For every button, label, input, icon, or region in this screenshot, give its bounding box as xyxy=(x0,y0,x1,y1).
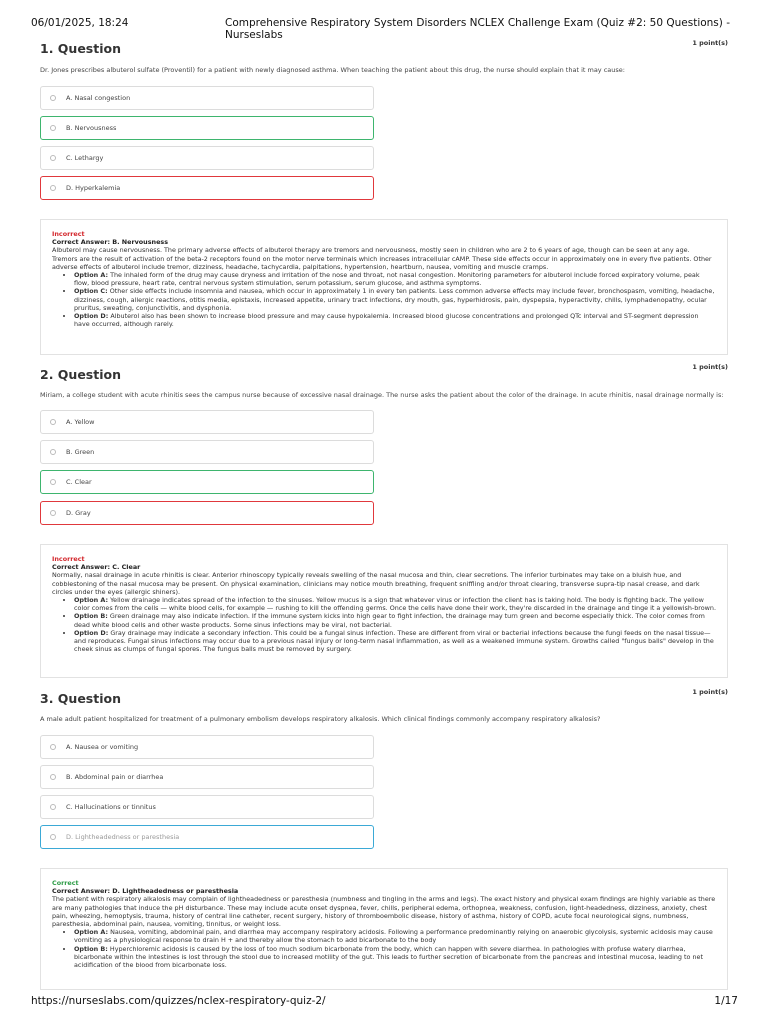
answer-option-label: A. Yellow xyxy=(66,418,95,426)
answer-option-label: A. Nausea or vomiting xyxy=(66,743,139,751)
answer-option-correct[interactable] xyxy=(40,116,374,140)
correct-answer: Correct Answer: C. Clear xyxy=(52,563,141,572)
option-rationale: • Option D: Albuterol also has been shown to increase blood pressure and may cause hypokalemia. Increased blood glucose concentrations and prolonged QTc interval and ST-segment depression have occurred, although rarely. xyxy=(74,312,716,328)
radio-icon[interactable] xyxy=(50,804,56,810)
answer-option[interactable] xyxy=(40,410,374,434)
question-points: 1 point(s) xyxy=(692,688,728,696)
option-rationale: • Option D: Gray drainage may indicate a secondary infection. This could be a fungal sinus infection. These are different from viral or bacterial infections because the fungi feeds on the nasal tissue—and reproduces. Fungal sinus infections may occur due to a previous nasal injury or long-term nasal inflammation, as well as a weakened immune system. Growths called "fungus balls" develop in the cheek sinus as clumps of fungal spores. The fungus balls must be removed by surgery. xyxy=(74,629,716,654)
print-header xyxy=(31,17,738,41)
page-url[interactable]: https://nurseslabs.com/quizzes/nclex-respiratory-quiz-2/ xyxy=(31,995,326,1007)
answer-option-label: D. Hyperkalemia xyxy=(66,184,121,192)
feedback-status: Incorrect xyxy=(52,555,85,563)
radio-icon[interactable] xyxy=(50,774,56,780)
document-title: Comprehensive Respiratory System Disorders NCLEX Challenge Exam (Quiz #2: 50 Questions) - Nurseslabs xyxy=(225,17,731,41)
print-date: 06/01/2025, 18:24 xyxy=(31,17,129,29)
question-text: A male adult patient hospitalized for treatment of a pulmonary embolism develops respiratory alkalosis. Which clinical findings commonly accompany respiratory alkalosis? xyxy=(40,715,601,723)
answer-option-label: D. Gray xyxy=(66,509,91,517)
option-rationale: • Option C: Other side effects include insomnia and nausea, which occur in approximately 1 in every ten patients. Less common adverse effects may include fever, bronchospasm, vomiting, headache, dizziness, cough, allergic reactions, otitis media, epistaxis, increased appetite, urinary tract infections, dry mouth, gas, hyperhidrosis, pain, dyspepsia, hyperactivity, chills, lymphadenopathy, ocular pruritus, sweating, conjunctivitis, and dysphonia. xyxy=(74,287,716,312)
correct-answer: Correct Answer: D. Lightheadedness or paresthesia xyxy=(52,887,239,896)
answer-option-correct[interactable] xyxy=(40,470,374,494)
answer-option-wrong[interactable] xyxy=(40,176,374,200)
question-title: 1. Question xyxy=(40,41,121,56)
radio-icon[interactable] xyxy=(50,155,56,161)
radio-icon[interactable] xyxy=(50,95,56,101)
radio-icon[interactable] xyxy=(50,834,56,840)
feedback-explanation: Albuterol may cause nervousness. The primary adverse effects of albuterol therapy are tremors and nervousness, mostly seen in children who are 2 to 6 years of age, though can be seen at any age. Tremors are the result of activation of the beta-2 receptors found on the motor nerve terminals which increases intracellular cAMP. These side effects occur in approximately one in every five patients. Other adverse effects of albuterol include tremor, dizziness, headache, tachycardia, palpitations, hypertension, heartburn, nausea, vomiting and muscle cramps. xyxy=(52,246,712,271)
answer-option[interactable] xyxy=(40,735,374,759)
answer-option-label: B. Abdominal pain or diarrhea xyxy=(66,773,164,781)
radio-icon[interactable] xyxy=(50,185,56,191)
answer-option-selected[interactable] xyxy=(40,825,374,849)
question-text: Miriam, a college student with acute rhinitis sees the campus nurse because of excessive nasal drainage. The nurse asks the patient about the color of the drainage. In acute rhinitis, nasal drainage normally is: xyxy=(40,391,724,399)
answer-option[interactable] xyxy=(40,795,374,819)
question-title: 3. Question xyxy=(40,691,121,706)
radio-icon[interactable] xyxy=(50,419,56,425)
answer-option[interactable] xyxy=(40,146,374,170)
answer-feedback xyxy=(40,544,728,678)
answer-option-wrong[interactable] xyxy=(40,501,374,525)
answer-option-label: C. Lethargy xyxy=(66,154,104,162)
question-text: Dr. Jones prescribes albuterol sulfate (Proventil) for a patient with newly diagnosed asthma. When teaching the patient about this drug, the nurse should explain that it may cause: xyxy=(40,66,625,74)
option-rationale-list xyxy=(74,596,716,653)
answer-option[interactable] xyxy=(40,440,374,464)
answer-option[interactable] xyxy=(40,86,374,110)
option-rationale: • Option B: Hyperchloremic acidosis is caused by the loss of too much sodium bicarbonate from the body, which can happen with severe diarrhea. In pathologies with profuse watery diarrhea, bicarbonate within the intestines is lost through the stool due to increased motility of the gut. This leads to further secretion of bicarbonate from the pancreas and intestinal mucosa, leading to net acidification of the blood from bicarbonate loss. xyxy=(74,945,716,970)
option-rationale: • Option A: Nausea, vomiting, abdominal pain, and diarrhea may accompany respiratory acidosis. Following a performance predominantly relying on anaerobic glycolysis, systemic acidosis may cause vomiting as a physiological response to drain H + and thereby allow the stomach to add bicarbonate to the body xyxy=(74,928,716,944)
question-points: 1 point(s) xyxy=(692,363,728,371)
answer-option[interactable] xyxy=(40,765,374,789)
correct-answer: Correct Answer: B. Nervousness xyxy=(52,238,169,247)
print-footer xyxy=(31,995,738,1009)
feedback-explanation: The patient with respiratory alkalosis may complain of lightheadedness or paresthesia (numbness and tingling in the arms and legs). The exact history and physical exam findings are highly variable as there are many pathologies that induce the pH disturbance. These may include acute onset dyspnea, fever, chills, peripheral edema, orthopnea, weakness, confusion, light-headedness, dizziness, anxiety, chest pain, wheezing, hemoptysis, trauma, history of central line catheter, recent surgery, history of thromboembolic disease, history of asthma, history of COPD, acute focal neurological signs, numbness, paresthesia, abdominal pain, nausea, vomiting, tinnitus, or weight loss. xyxy=(52,895,716,929)
question-title: 2. Question xyxy=(40,367,121,382)
radio-icon[interactable] xyxy=(50,479,56,485)
option-rationale: • Option A: The inhaled form of the drug may cause dryness and irritation of the nose and throat, not nasal congestion. Monitoring parameters for albuterol include forced expiratory volume, peak flow, blood pressure, heart rate, central nervous system stimulation, serum potassium, serum glucose, and asthma symptoms. xyxy=(74,271,716,287)
option-rationale-list xyxy=(74,271,716,328)
option-rationale: • Option A: Yellow drainage indicates spread of the infection to the sinuses. Yellow mucus is a sign that whatever virus or infection the client has is taking hold. The body is fighting back. The yellow color comes from the cells — white blood cells, for example — rushing to kill the offending germs. Once the cells have done their work, they're discarded in the drainage and tinge it a yellowish-brown. xyxy=(74,596,716,612)
feedback-status: Incorrect xyxy=(52,230,85,238)
option-rationale: • Option B: Green drainage may also indicate infection. If the immune system kicks into high gear to fight infection, the drainage may turn green and become especially thick. The color comes from dead white blood cells and other waste products. Some sinus infections may be viral, not bacterial. xyxy=(74,612,716,628)
radio-icon[interactable] xyxy=(50,449,56,455)
answer-option-label: B. Nervousness xyxy=(66,124,117,132)
feedback-explanation: Normally, nasal drainage in acute rhinitis is clear. Anterior rhinoscopy typically reveals swelling of the nasal mucosa and thin, clear secretions. The inferior turbinates may take on a bluish hue, and cobblestoning of the nasal mucosa may be present. On physical examination, clinicians may notice mouth breathing, frequent sniffling and/or throat clearing, transverse supra-tip nasal crease, and dark circles under the eyes (allergic shiners). xyxy=(52,571,700,596)
feedback-status: Correct xyxy=(52,879,79,887)
page-number: 1/17 xyxy=(714,995,738,1007)
option-rationale-list xyxy=(74,928,716,969)
radio-icon[interactable] xyxy=(50,125,56,131)
answer-option-label: C. Hallucinations or tinnitus xyxy=(66,803,156,811)
answer-option-label: D. Lightheadedness or paresthesia xyxy=(66,833,180,841)
answer-option-label: A. Nasal congestion xyxy=(66,94,131,102)
answer-feedback xyxy=(40,868,728,990)
answer-option-label: C. Clear xyxy=(66,478,92,486)
answer-option-label: B. Green xyxy=(66,448,95,456)
answer-feedback xyxy=(40,219,728,355)
radio-icon[interactable] xyxy=(50,744,56,750)
radio-icon[interactable] xyxy=(50,510,56,516)
question-points: 1 point(s) xyxy=(692,39,728,47)
